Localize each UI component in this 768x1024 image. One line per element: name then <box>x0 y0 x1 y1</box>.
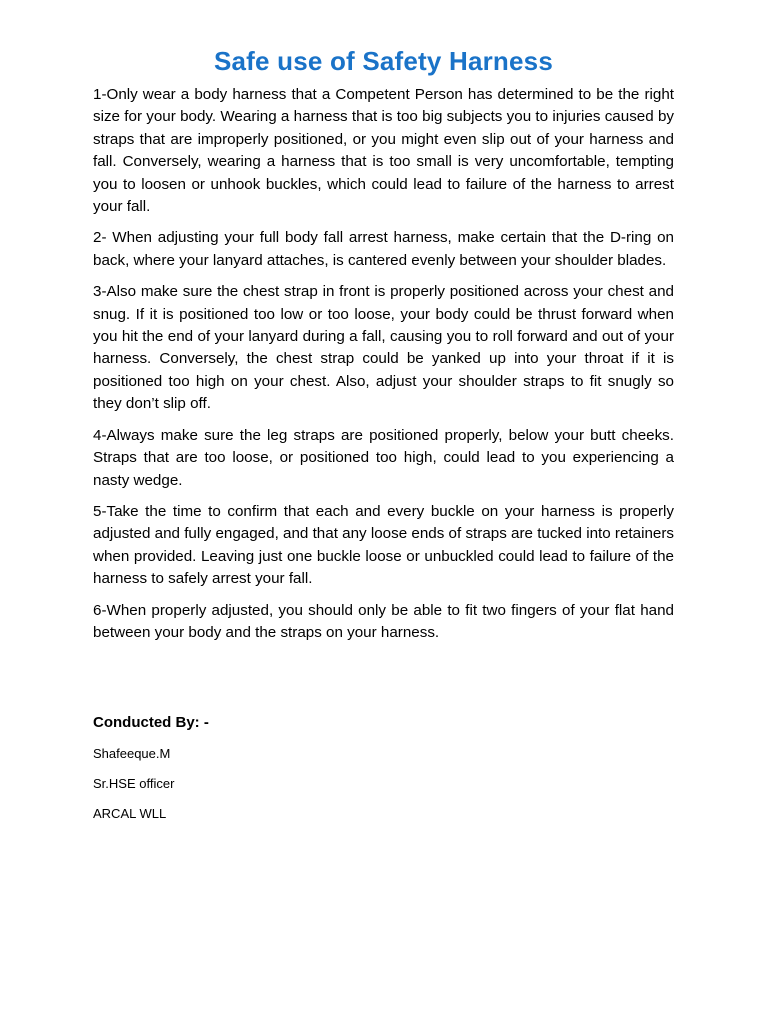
signatory-position: Sr.HSE officer <box>93 776 175 792</box>
signatory-company: ARCAL WLL <box>93 806 167 822</box>
paragraph-4: 4-Always make sure the leg straps are positioned properly, below your butt cheeks. Straps that are too loose, or positioned too high, could lead to you experiencing a nasty wedge. <box>93 426 674 489</box>
paragraph-5: 5-Take the time to confirm that each and every buckle on your harness is properly adjusted and fully engaged, and that any loose ends of straps are tucked into retainers when provided. Leaving just one buckle loose or unbuckled could lead to failure of the harness to safely arrest your fall. <box>93 502 674 588</box>
signatory-name: Shafeeque.M <box>93 746 171 762</box>
paragraph-1: 1-Only wear a body harness that a Competent Person has determined to be the right size for your body. Wearing a harness that is too big subjects you to injuries caused by straps that are improperly positioned, or you might even slip out of your harness and fall. Conversely, wearing a harness that is too small is very uncomfortable, tempting you to loosen or unhook buckles, which could lead to failure of the harness to arrest your fall. <box>93 86 674 216</box>
paragraph-2: 2- When adjusting your full body fall arrest harness, make certain that the D-ring on back, where your lanyard attaches, is cantered evenly between your shoulder blades. <box>93 229 674 269</box>
document-body <box>93 44 674 835</box>
paragraph-3: 3-Also make sure the chest strap in front is properly positioned across your chest and snug. If it is positioned too low or too loose, your body could be thrust forward when you hit the end of your lanyard during a fall, causing you to roll forward and out of your harness. Conversely, the chest strap could be yanked up into your throat if it is positioned too high on your chest. Also, adjust your shoulder straps to fit snugly so they don’t slip off. <box>93 283 674 413</box>
conducted-by-label: Conducted By: - <box>93 714 209 732</box>
section-spacer <box>93 653 674 713</box>
document-title: Safe use of Safety Harness <box>213 46 553 76</box>
paragraph-6: 6-When properly adjusted, you should only be able to fit two fingers of your flat hand between your body and the straps on your harness. <box>93 601 674 641</box>
